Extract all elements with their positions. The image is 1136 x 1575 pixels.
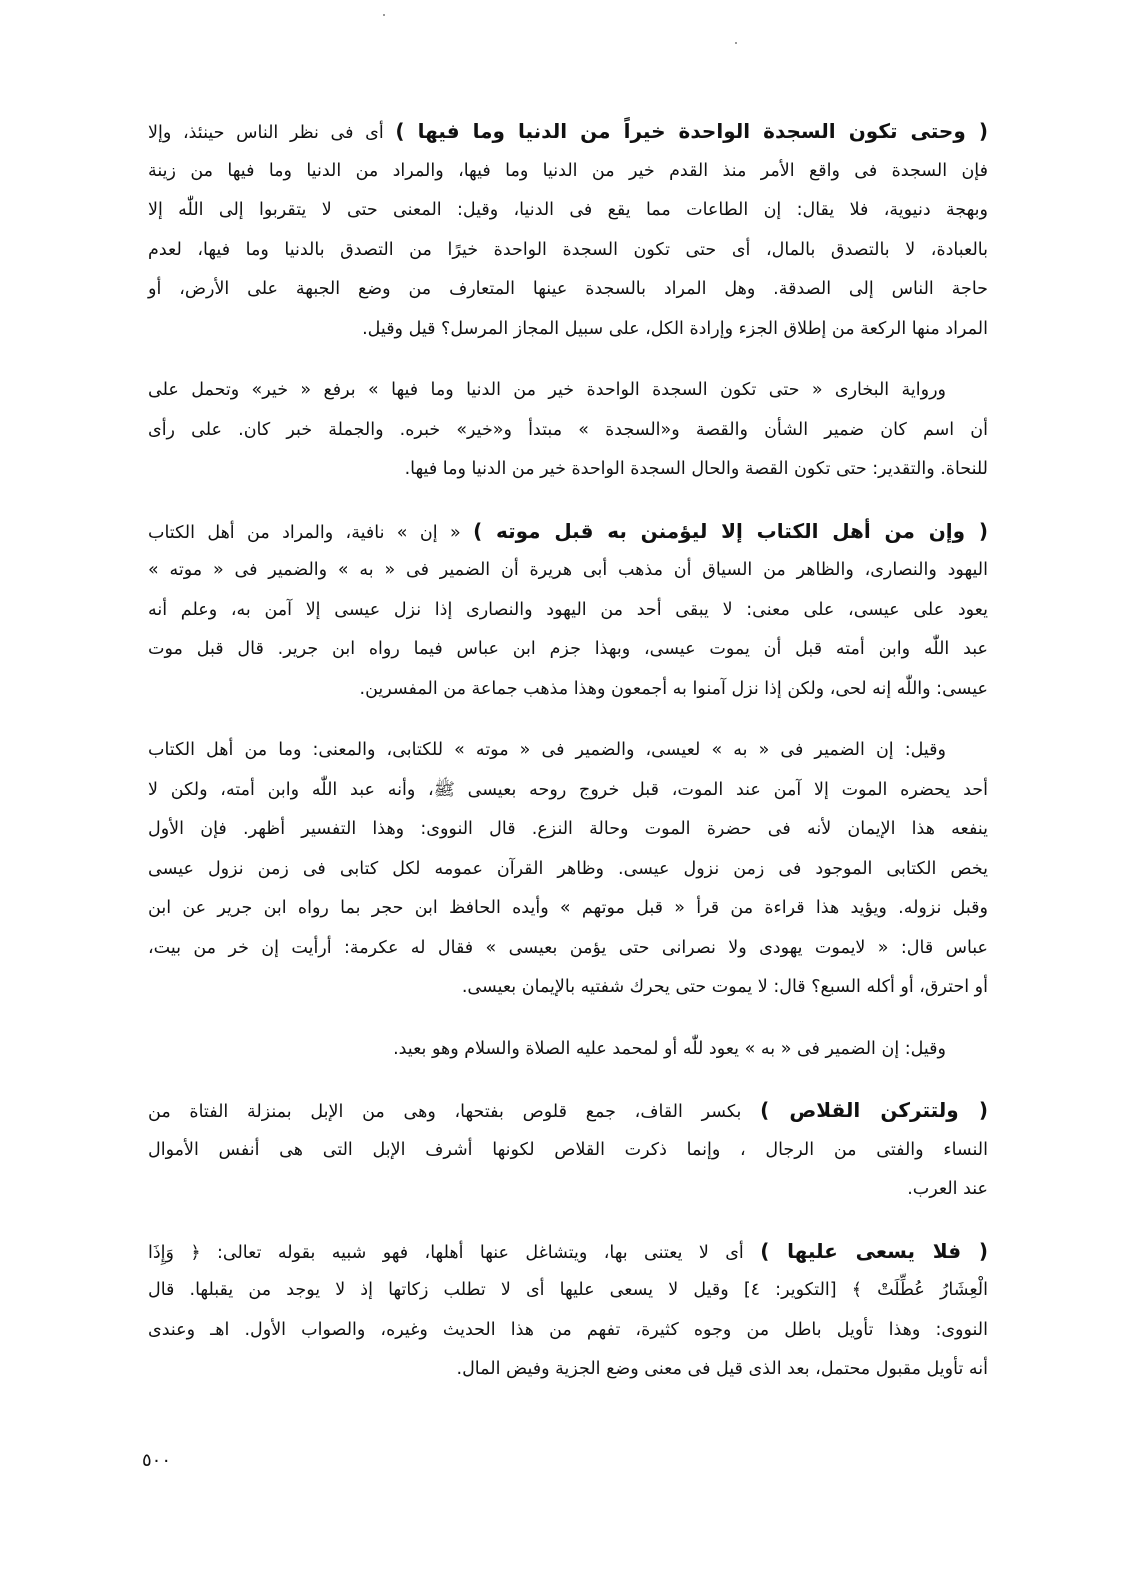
text-line: أو احترق، أو أكله السبع؟ قال: لا يموت حتى يحرك شفتيه بالإيمان بعيسى. [461,977,988,997]
text-line: النساء والفتى من الرجال ، وإنما ذكرت القلاص لكونها أشرف الإبل التى هى أنفس الأموال [148,1139,988,1160]
text-line: فإن السجدة فى واقع الأمر منذ القدم خير من الدنيا وما فيها، والمراد من الدنيا وما فيها من زينة [148,160,988,181]
scan-speck [383,14,385,16]
paragraph-4 [148,731,988,1008]
page-number: ٥٠٠ [142,1450,172,1471]
text-line: الْعِشَارُ عُطِّلَتْ ﴾ [التكوير: ٤] وقيل لا يسعى عليها أى لا تطلب زكاتها إذ لا يوجد من يقبلها. قال [148,1280,988,1300]
text-line: ينفعه هذا الإيمان لأنه فى حضرة الموت وحالة النزع. قال النووى: وهذا التفسير أظهر. فإن الأول [148,819,988,839]
text-line: وقيل: إن الضمير فى « به » لعيسى، والضمير فى « موته » للكتابى، والمعنى: وما من أهل الكتاب [148,740,946,760]
text-line: وقيل: إن الضمير فى « به » يعود للّٰه أو لمحمد عليه الصلاة والسلام وهو بعيد. [393,1038,946,1059]
text-line: أحد يحضره الموت إلا آمن عند الموت، قبل خروج روحه بعيسى ﷺ، وأنه عبد اللّٰه وابن أمته، ولكن لا [148,779,988,800]
text-line: أنه تأويل مقبول محتمل، بعد الذى قيل فى معنى وضع الجزية وفيض المال. [456,1359,988,1379]
paragraph-6 [148,1091,988,1210]
hadith-quote: ( ولتتركن القلاص ) [760,1098,989,1122]
paragraph-1 [148,112,988,349]
text-line: ورواية البخارى « حتى تكون السجدة الواحدة خير من الدنيا وما فيها » برفع « خير» وتحمل على [148,380,946,400]
text-line: اليهود والنصارى، والظاهر من السياق أن مذهب أبى هريرة أن الضمير فى « به » والضمير فى « موته » [148,560,988,580]
text-line: ( فلا يسعى عليها ) أى لا يعتنى بها، ويتشاغل عنها أهلها، فهو شبيه بقوله تعالى: ﴿ وَإِذَا [148,1238,988,1263]
text-line: بالعبادة، لا بالتصدق بالمال، أى حتى تكون السجدة الواحدة خيرًا من التصدق بالدنيا وما فيها، لعدم [148,239,988,260]
text-line: ( ولتتركن القلاص ) بكسر القاف، جمع قلوص بفتحها، وهى من الإبل بمنزلة الفتاة من [148,1098,989,1122]
text-line: ( وإن من أهل الكتاب إلا ليؤمنن به قبل موته ) « إن » نافية، والمراد من أهل الكتاب [148,518,988,543]
text-line: عباس قال: « لايموت يهودى ولا نصرانى حتى يؤمن بعيسى » فقال له عكرمة: أرأيت إن خر من بيت، [148,937,988,958]
document-page [148,112,988,1412]
text-line: يعود على عيسى، على معنى: لا يبقى أحد من اليهود والنصارى إذا نزل عيسى إلا آمن به، وعلم أنه [148,599,988,620]
hadith-quote: ( وإن من أهل الكتاب إلا ليؤمنن به قبل موته ) [473,518,988,543]
text-line: عيسى: واللّٰه إنه لحى، ولكن إذا نزل آمنوا به أجمعون وهذا مذهب جماعة من المفسرين. [359,678,988,699]
text-line: النووى: وهذا تأويل باطل من وجوه كثيرة، تفهم من هذا الحديث وغيره، والصواب الأول. اهـ وعندى [148,1319,988,1340]
text-line: عبد اللّٰه وابن أمته قبل أن يموت عيسى، وبهذا جزم ابن عباس فيما رواه ابن جرير. قال قبل موت [148,639,988,659]
paragraph-3 [148,512,988,710]
paragraph-7 [148,1232,988,1390]
text-line: أن اسم كان ضمير الشأن والقصة و«السجدة » مبتدأ و«خير» خبره. والجملة خبر كان. على رأى [148,419,988,440]
text-line: للنحاة. والتقدير: حتى تكون القصة والحال السجدة الواحدة خير من الدنيا وما فيها. [404,459,988,479]
text-line: وقبل نزوله. ويؤيد هذا قراءة من قرأ « قبل موتهم » وأيده الحافظ ابن حجر بما رواه ابن جرير عن ابن [148,898,988,918]
hadith-quote: ( فلا يسعى عليها ) [760,1238,988,1263]
text-line: يخص الكتابى الموجود فى زمن نزول عيسى. وظاهر القرآن عمومه لكل كتابى فى زمن نزول عيسى [148,858,988,879]
text-line: حاجة الناس إلى الصدقة. وهل المراد بالسجدة عينها المتعارف من وضع الجبهة على الأرض، أو [148,279,988,299]
paragraph-2 [148,371,988,490]
text-line: ( وحتى تكون السجدة الواحدة خيراً من الدنيا وما فيها ) أى فى نظر الناس حينئذ، وإلا [148,119,988,143]
scan-speck [735,42,737,44]
text-line: وبهجة دنيوية، فلا يقال: إن الطاعات مما يقع فى الدنيا، وقيل: المعنى حتى لا يتقربوا إلى اللّٰه إلا [148,200,988,220]
hadith-quote: ( وحتى تكون السجدة الواحدة خيراً من الدنيا وما فيها ) [395,119,988,143]
paragraph-5 [148,1030,988,1070]
text-line: المراد منها الركعة من إطلاق الجزء وإرادة الكل، على سبيل المجاز المرسل؟ قيل وقيل. [362,318,988,339]
text-line: عند العرب. [907,1179,988,1199]
